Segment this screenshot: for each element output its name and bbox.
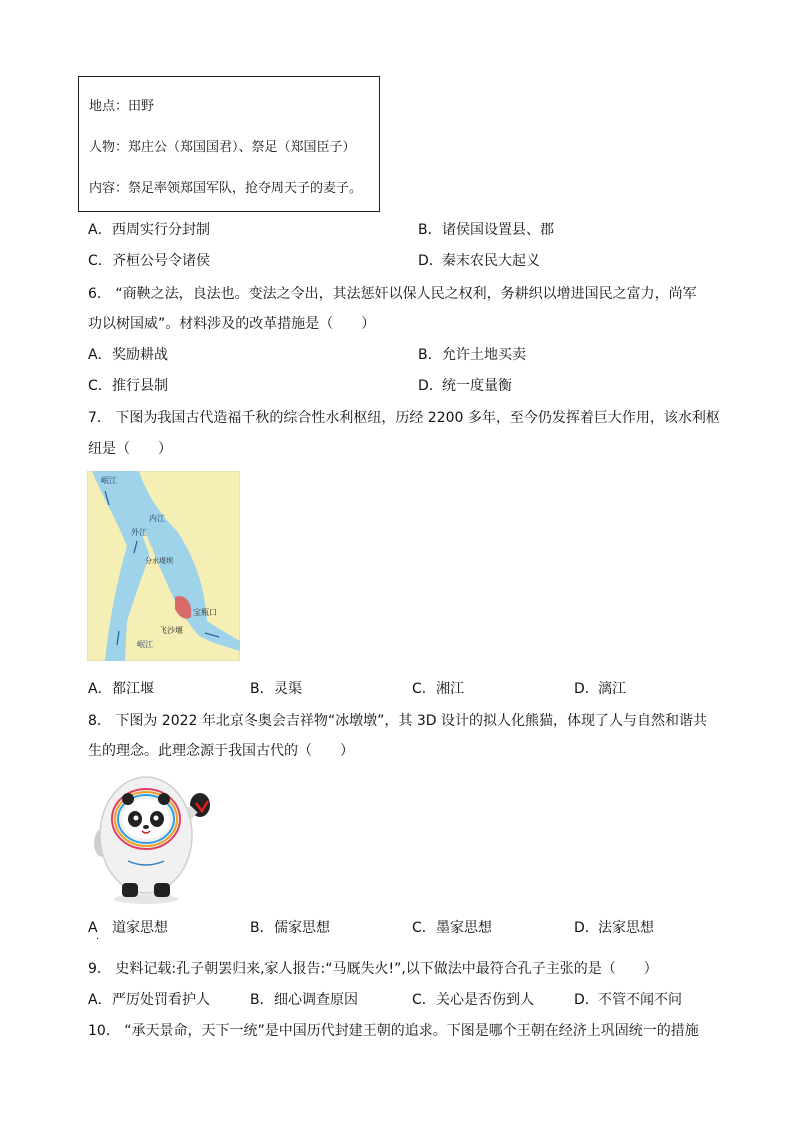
q8-option-a[interactable]: A 道家思想: [88, 920, 168, 936]
q6-stem-line2: 功以树国威”。材料涉及的改革措施是（ ）: [88, 316, 376, 332]
dujiangyan-map: [87, 471, 240, 661]
material-place: 地点：田野: [89, 99, 155, 114]
label-neijiang: 内江: [149, 514, 165, 523]
q6-stem-line1: 6． “商鞅之法，良法也。变法之令出，其法惩奸以保人民之权利，务耕织以增进国民之富力，尚军: [88, 286, 697, 302]
q5-option-b[interactable]: B．诸侯国设置县、郡: [418, 222, 554, 238]
q9-option-b[interactable]: B．细心调查原因: [250, 992, 358, 1008]
mascot-eye: [154, 816, 159, 821]
q8-option-c[interactable]: C．墨家思想: [412, 920, 492, 936]
q6-option-b[interactable]: B．允许土地买卖: [418, 347, 526, 363]
q5-option-a[interactable]: A．西周实行分封制: [88, 222, 210, 238]
bingdwendwen-image: [88, 765, 218, 907]
label-fenshui: 分水堤坝: [145, 557, 173, 565]
material-box: [78, 76, 380, 212]
mascot-foot: [122, 883, 138, 897]
label-minjiang-bottom: 岷江: [137, 640, 153, 649]
q7-option-d[interactable]: D．漓江: [574, 681, 626, 697]
q8-option-b[interactable]: B．儒家思想: [250, 920, 330, 936]
mascot-nose: [143, 825, 149, 829]
q5-option-d[interactable]: D．秦末农民大起义: [418, 253, 540, 269]
q7-stem-line2: 纽是（ ）: [88, 441, 172, 457]
q9-option-a[interactable]: A．严厉处罚看护人: [88, 992, 210, 1008]
mascot-ear: [122, 793, 134, 805]
q5-option-c[interactable]: C．齐桓公号令诸侯: [88, 253, 210, 269]
q8-stem-line2: 生的理念。此理念源于我国古代的（ ）: [88, 743, 354, 759]
label-waijiang: 外江: [131, 528, 147, 537]
q7-stem-line1: 7． 下图为我国古代造福千秋的综合性水利枢纽，历经 2200 多年，至今仍发挥着巨大作用，该水利枢: [88, 410, 720, 426]
q6-option-a[interactable]: A．奖励耕战: [88, 347, 168, 363]
q7-option-b[interactable]: B．灵渠: [250, 681, 302, 697]
mascot-eye: [134, 816, 139, 821]
q10-stem-line1: 10． “承天景命，天下一统”是中国历代封建王朝的追求。下图是哪个王朝在经济上巩固统一的措施: [88, 1023, 699, 1039]
q6-option-d[interactable]: D．统一度量衡: [418, 378, 512, 394]
label-baopingkou: 宝瓶口: [193, 608, 217, 617]
label-feishayan: 飞沙堰: [159, 626, 183, 635]
q7-option-c[interactable]: C．湘江: [412, 681, 464, 697]
q7-option-a[interactable]: A．都江堰: [88, 681, 154, 697]
material-people: 人物：郑庄公（郑国国君）、祭足（郑国臣子）: [89, 140, 356, 155]
q8-stem-line1: 8． 下图为 2022 年北京冬奥会吉祥物“冰墩墩”，其 3D 设计的拟人化熊猫，体现了人与自然和谐共: [88, 713, 707, 729]
mascot-foot: [154, 883, 170, 897]
q6-option-c[interactable]: C．推行县制: [88, 378, 168, 394]
decorative-dot: ·: [96, 934, 100, 945]
q8-option-d[interactable]: D．法家思想: [574, 920, 654, 936]
material-content: 内容：祭足率领郑国军队，抢夺周天子的麦子。: [89, 181, 363, 196]
label-minjiang-top: 岷江: [101, 476, 117, 485]
q9-option-c[interactable]: C．关心是否伤到人: [412, 992, 534, 1008]
q9-stem-line1: 9． 史料记载:孔子朝罢归来,家人报告:“马厩失火!”,以下做法中最符合孔子主张的是（ ）: [88, 961, 658, 977]
q9-option-d[interactable]: D．不管不闻不问: [574, 992, 682, 1008]
mascot-ear: [158, 793, 170, 805]
